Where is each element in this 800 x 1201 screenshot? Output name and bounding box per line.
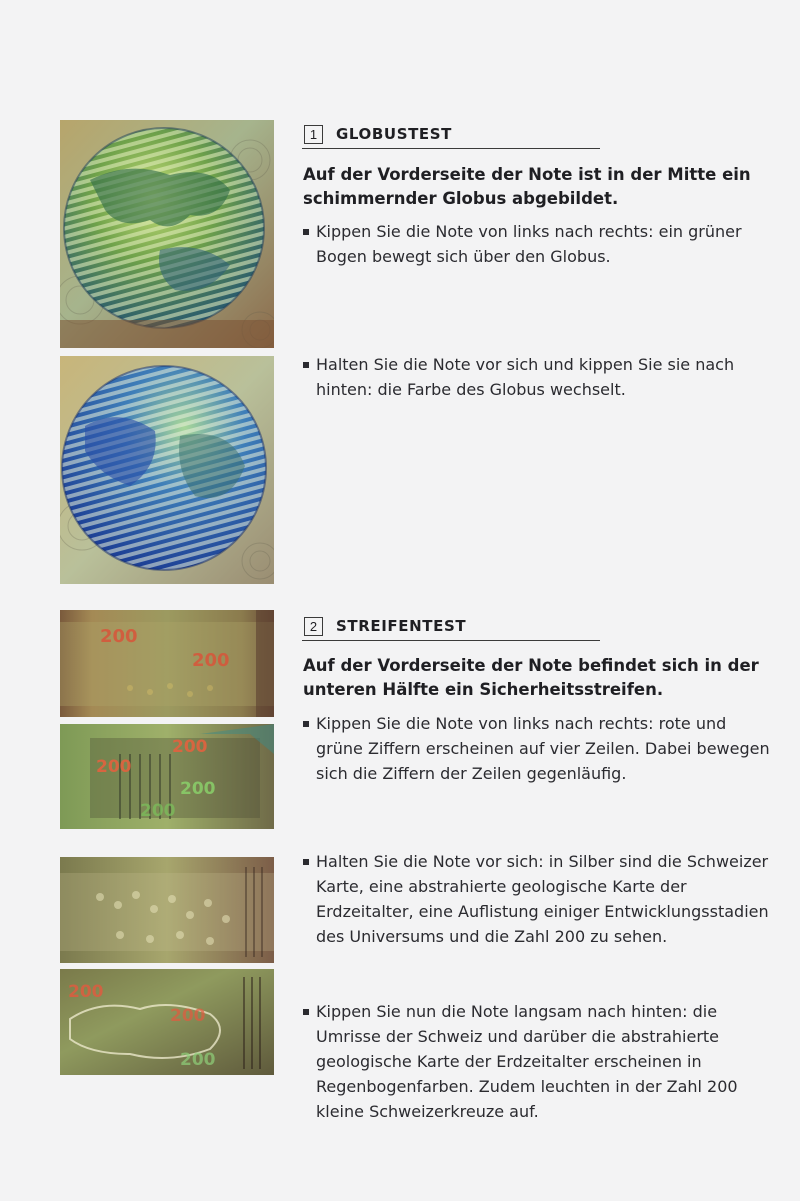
- svg-text:200: 200: [140, 801, 176, 821]
- bullet-square-icon: [303, 859, 309, 865]
- svg-text:200: 200: [100, 626, 138, 647]
- security-stripe-icon: [60, 610, 274, 717]
- bullet-text: Kippen Sie die Note von links nach rechts: ein grüner Bogen bewegt sich über den Globus.: [316, 222, 742, 266]
- security-stripe-icon: [60, 857, 274, 963]
- security-stripe-icon: [60, 969, 274, 1075]
- section-1-header: [302, 124, 600, 149]
- section-title: STREIFENTEST: [336, 617, 467, 635]
- globe-icon: [60, 120, 274, 348]
- bullet-square-icon: [303, 362, 309, 368]
- svg-text:200: 200: [180, 1050, 216, 1070]
- section-1-bullet-2: [303, 352, 773, 402]
- svg-text:200: 200: [180, 779, 216, 799]
- bullet-square-icon: [303, 229, 309, 235]
- section-2-bullet-3: [303, 999, 773, 1124]
- bullet-text: Kippen Sie nun die Note langsam nach hinten: die Umrisse der Schweiz und darüber die abstrahierte geologische Karte der Erdzeitalter erscheinen in Regenbogenfarben. Zudem leuchten in der Zahl 200 kleine Schweizerkreuze auf.: [316, 1002, 738, 1121]
- svg-text:200: 200: [192, 650, 230, 671]
- svg-text:200: 200: [96, 757, 132, 777]
- bullet-text: Kippen Sie die Note von links nach rechts: rote und grüne Ziffern erscheinen auf vier Zeilen. Dabei bewegen sich die Ziffern der Zeilen gegenläufig.: [316, 714, 770, 783]
- section-1-bullet-1: [303, 219, 773, 269]
- section-2-bullet-1: [303, 711, 773, 786]
- stripe-photo-rainbow: [60, 969, 274, 1075]
- globe-photo-blue: [60, 356, 274, 584]
- globe-icon: [60, 356, 274, 584]
- security-stripe-icon: [60, 724, 274, 829]
- bullet-text: Halten Sie die Note vor sich: in Silber sind die Schweizer Karte, eine abstrahierte geologische Karte der Erdzeitalter, eine Auflistung einiger Entwicklungsstadien des Universums und die Zahl 200 zu sehen.: [316, 852, 769, 946]
- svg-text:200: 200: [170, 1006, 206, 1026]
- stripe-photo-red-green: [60, 724, 274, 829]
- svg-text:200: 200: [172, 737, 208, 757]
- section-1-lead: Auf der Vorderseite der Note ist in der Mitte ein schimmernder Globus abgebildet.: [303, 165, 751, 208]
- svg-text:200: 200: [68, 982, 104, 1002]
- section-number: 2: [304, 617, 323, 636]
- stripe-photo-silver: [60, 857, 274, 963]
- stripe-photo-red: [60, 610, 274, 717]
- bullet-text: Halten Sie die Note vor sich und kippen Sie sie nach hinten: die Farbe des Globus wechselt.: [316, 355, 735, 399]
- section-title: GLOBUSTEST: [336, 125, 453, 143]
- globe-photo-green: [60, 120, 274, 348]
- section-2-lead: Auf der Vorderseite der Note befindet sich in der unteren Hälfte ein Sicherheitsstreifen.: [303, 656, 759, 699]
- section-number: 1: [304, 125, 323, 144]
- section-2-header: [302, 616, 600, 641]
- bullet-square-icon: [303, 721, 309, 727]
- section-2-bullet-2: [303, 849, 773, 949]
- bullet-square-icon: [303, 1009, 309, 1015]
